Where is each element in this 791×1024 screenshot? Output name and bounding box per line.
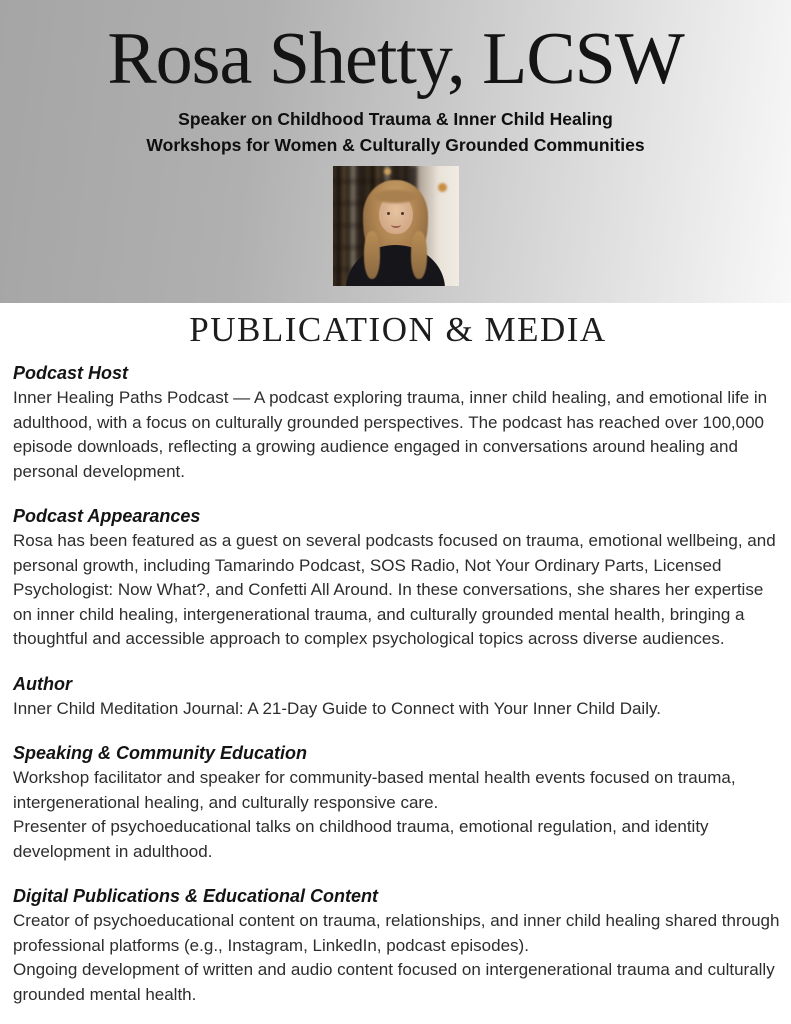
section-paragraph: Workshop facilitator and speaker for community-based mental health events focused on trauma, intergenerational healing, and culturally responsive care. [13,768,736,812]
portrait-photo [333,166,459,286]
section-podcast-host [13,363,783,484]
section-paragraph: Creator of psychoeducational content on trauma, relationships, and inner child healing shared through professional platforms (e.g., Instagram, LinkedIn, podcast episodes). [13,911,780,955]
smile [390,222,400,228]
section-heading: Podcast Appearances [13,506,201,526]
page-title: Rosa Shetty, LCSW [107,18,684,100]
section-title: PUBLICATION & MEDIA [189,310,607,349]
section-podcast-appearances [13,506,783,652]
section-author [13,674,783,722]
section-paragraph: Presenter of psychoeducational talks on childhood trauma, emotional regulation, and identity development in adulthood. [13,817,709,861]
section-digital-publications [13,886,783,1007]
hero-header [0,0,791,303]
subtitle-line-2: Workshops for Women & Culturally Grounded Communities [146,135,645,155]
section-paragraph: Inner Healing Paths Podcast — A podcast exploring trauma, inner child healing, and emotional life in adulthood, with a focus on culturally grounded perspectives. The podcast has reached over 100,000 episode downloads, reflecting a growing audience engaged in conversations around healing and personal development. [13,388,768,481]
section-paragraph: Ongoing development of written and audio content focused on intergenerational trauma and culturally grounded mental health. [13,960,775,1004]
subtitle-line-1: Speaker on Childhood Trauma & Inner Child Healing [178,109,613,129]
subtitle-block [0,106,791,158]
hair-lock-left [364,231,380,279]
section-heading: Author [13,673,72,694]
section-speaking-community-education [13,743,783,864]
section-heading: Podcast Host [13,363,129,383]
section-paragraph: Inner Child Meditation Journal: A 21-Day Guide to Connect with Your Inner Child Daily. [13,698,661,718]
section-heading: Digital Publications & Educational Content [13,886,379,906]
hair-lock-right [411,231,427,279]
section-heading: Speaking & Community Education [13,743,308,763]
section-paragraph: Rosa has been featured as a guest on several podcasts focused on trauma, emotional wellbeing, and personal growth, including Tamarindo Podcast, SOS Radio, Not Your Ordinary Parts, Licensed Psychologist: Now What?, and Confetti All Around. In these conversations, she shares her expertise on inner child healing, intergenerational trauma, and culturally grounded mental health, bringing a thoughtful and accessible approach to complex psychological topics across diverse audiences. [13,531,776,648]
main-content [0,309,791,1007]
